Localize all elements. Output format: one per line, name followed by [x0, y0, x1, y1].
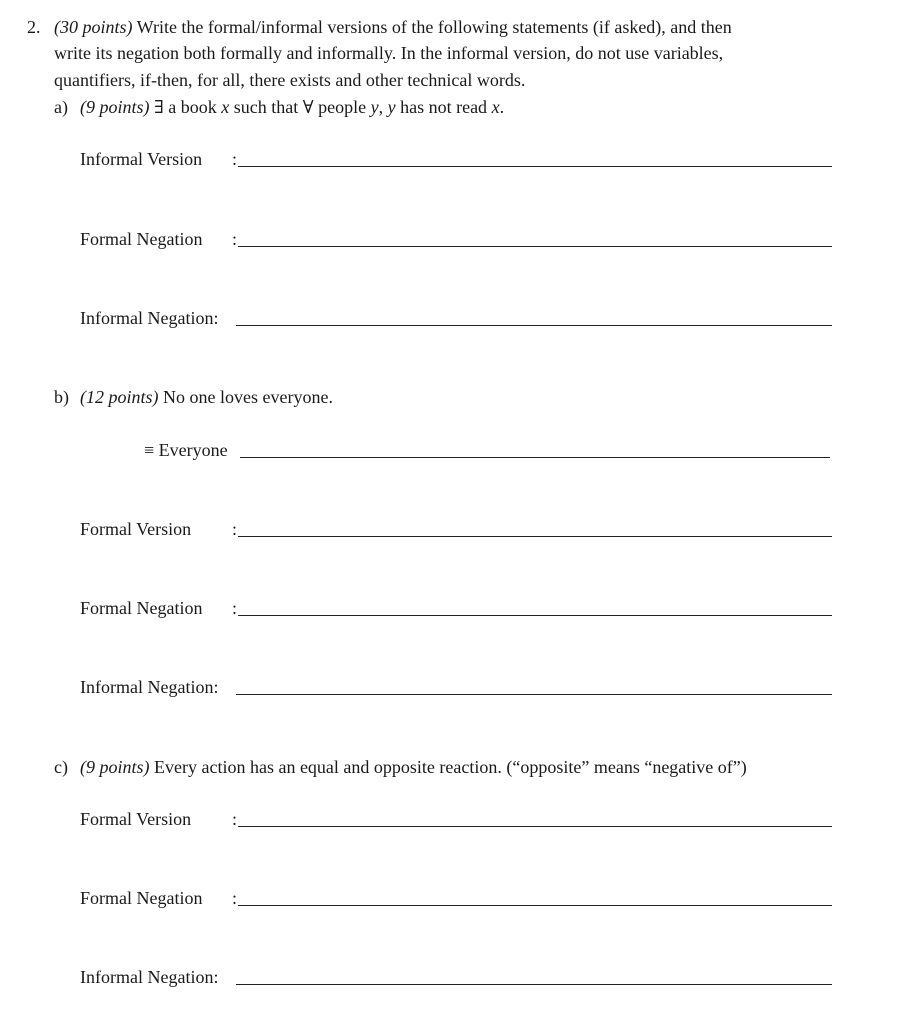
part-b-formal-version-field — [80, 516, 840, 542]
field-label: Formal Version — [80, 519, 192, 539]
part-a-var-y: y — [387, 97, 396, 117]
part-b-statement — [80, 384, 333, 410]
field-label: Informal Negation: — [80, 967, 219, 987]
part-a-seg: ∃ a book — [154, 97, 222, 117]
answer-line[interactable] — [238, 905, 832, 906]
part-c-formal-version-field — [80, 806, 840, 832]
part-b-letter: b) — [54, 387, 69, 407]
part-a-formal-negation-field — [80, 226, 840, 252]
part-a-informal-version-field — [80, 146, 840, 172]
answer-line[interactable] — [236, 694, 832, 695]
part-a-points: (9 points) — [80, 97, 150, 117]
answer-line[interactable] — [238, 536, 832, 537]
part-c-statement-text: Every action has an equal and opposite reaction. (“opposite” means “negative of”) — [154, 757, 747, 777]
field-label: Informal Negation: — [80, 677, 219, 697]
field-colon: : — [232, 149, 238, 169]
question-intro-text-1: Write the formal/informal versions of the following statements (if asked), and then — [132, 17, 732, 37]
answer-line[interactable] — [238, 246, 832, 247]
answer-line[interactable] — [236, 984, 832, 985]
part-a-seg: has not read — [395, 97, 492, 117]
field-colon: : — [232, 229, 238, 249]
part-a-seg: such that ∀ people — [229, 97, 371, 117]
part-c-statement — [80, 754, 747, 780]
answer-line[interactable] — [238, 166, 832, 167]
part-a-seg: , — [378, 97, 388, 117]
question-intro-line-1 — [54, 14, 732, 40]
question-points: (30 points) — [54, 17, 133, 37]
field-label: Formal Negation — [80, 598, 203, 618]
answer-line[interactable] — [238, 615, 832, 616]
equivalent-label: ≡ Everyone — [144, 440, 228, 460]
part-c-letter: c) — [54, 757, 68, 777]
part-b-informal-negation-field — [80, 674, 840, 700]
field-colon: : — [232, 809, 238, 829]
part-a-statement — [80, 94, 504, 120]
answer-line[interactable] — [236, 325, 832, 326]
part-a-seg: . — [499, 97, 505, 117]
answer-line[interactable] — [238, 826, 832, 827]
field-colon: : — [232, 888, 238, 908]
part-b-points: (12 points) — [80, 387, 159, 407]
part-a-var-x: x — [221, 97, 230, 117]
part-a-informal-negation-field — [80, 305, 840, 331]
field-label: Formal Negation — [80, 229, 203, 249]
part-c-formal-negation-field — [80, 885, 840, 911]
field-colon: : — [232, 519, 238, 539]
field-label: Informal Negation: — [80, 308, 219, 328]
part-c-points: (9 points) — [80, 757, 150, 777]
part-a-var-y: y — [370, 97, 379, 117]
question-intro-line-3: quantifiers, if-then, for all, there exists and other technical words. — [54, 70, 526, 90]
field-label: Informal Version — [80, 149, 203, 169]
part-b-statement-text: No one loves everyone. — [163, 387, 333, 407]
part-c-informal-negation-field — [80, 964, 840, 990]
part-a-letter: a) — [54, 97, 68, 117]
question-intro-line-2: write its negation both formally and informally. In the informal version, do not use variables, — [54, 43, 724, 63]
part-b-formal-negation-field — [80, 595, 840, 621]
part-a-var-x: x — [491, 97, 500, 117]
field-label: Formal Negation — [80, 888, 203, 908]
question-number: 2. — [27, 17, 41, 37]
field-label: Formal Version — [80, 809, 192, 829]
answer-line[interactable] — [240, 457, 830, 458]
part-b-equivalent-field — [144, 437, 844, 463]
field-colon: : — [232, 598, 238, 618]
